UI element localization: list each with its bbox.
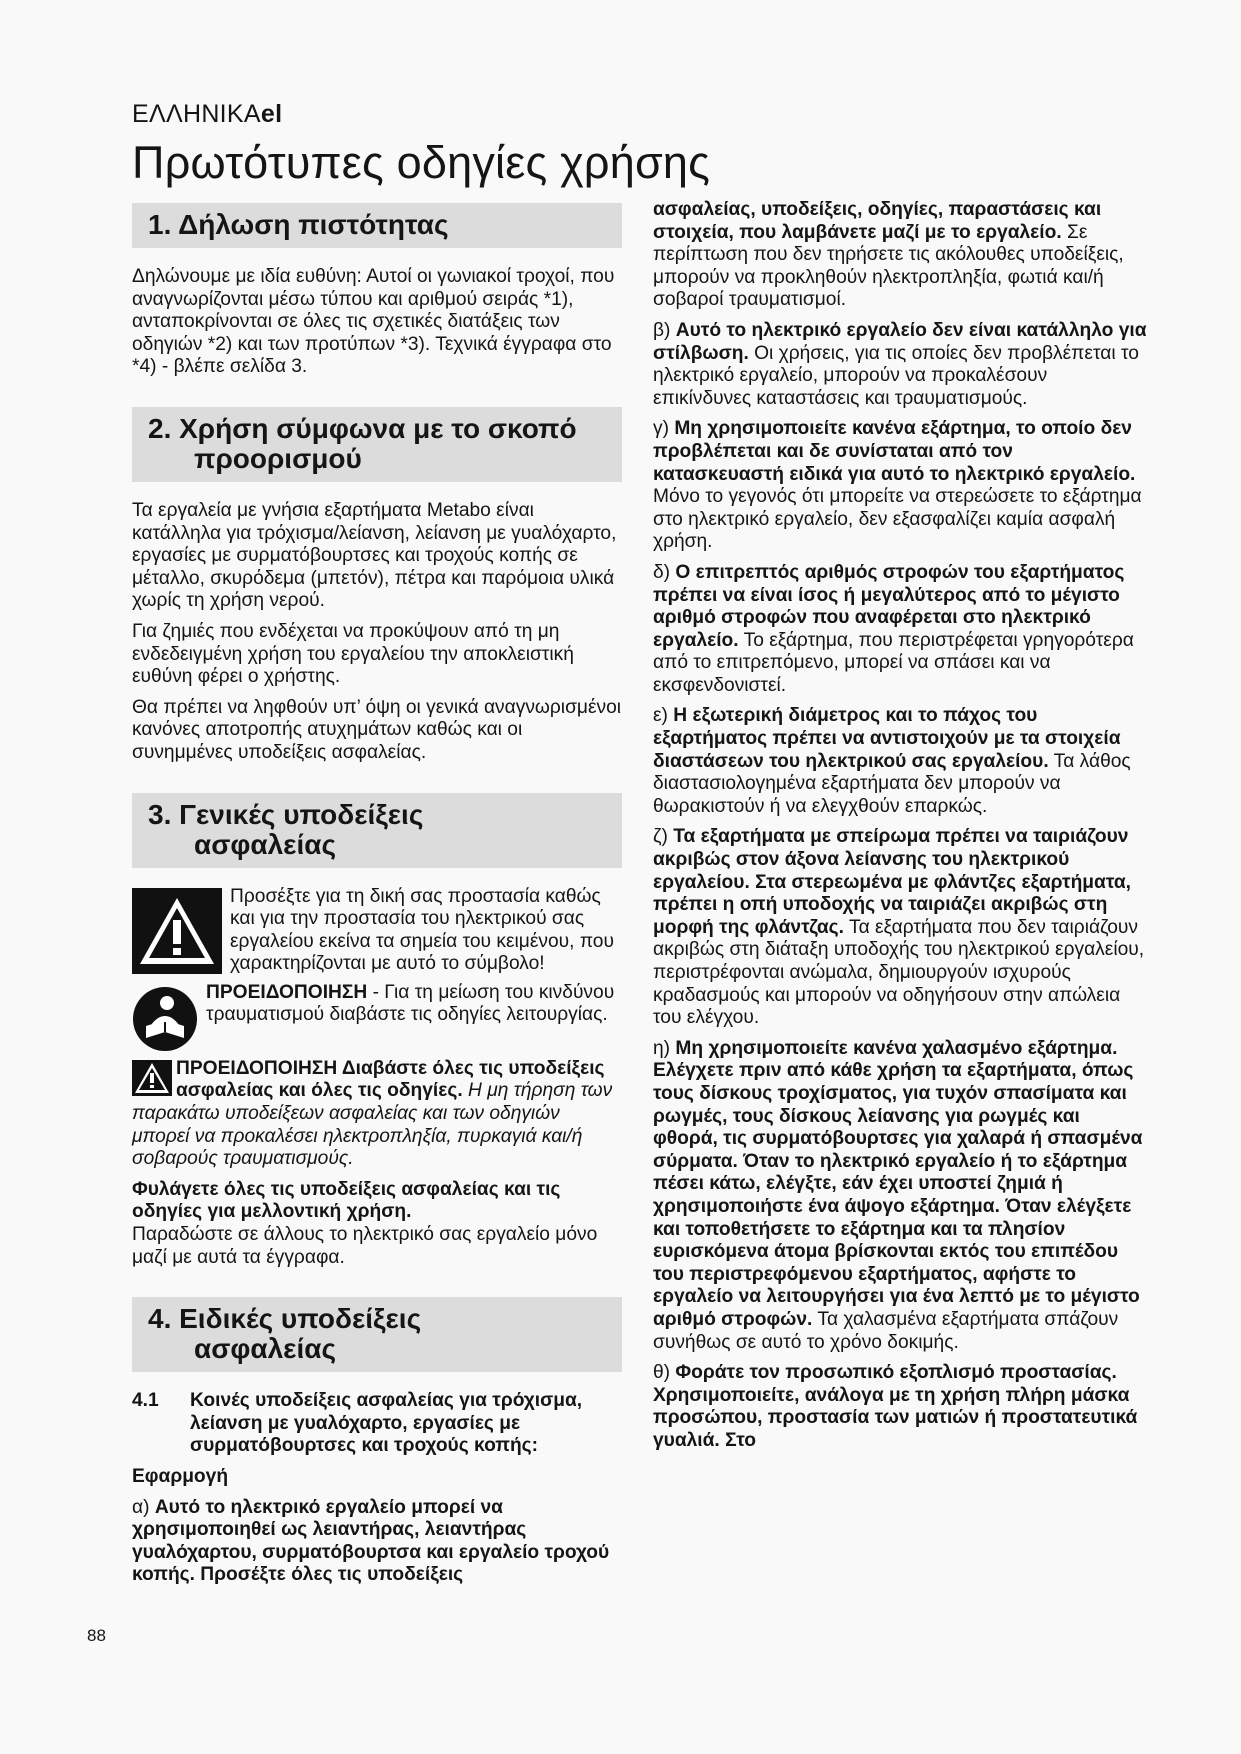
- item-z: ζ) Τα εξαρτήματα με σπείρωμα πρέπει να ταιριάζουν ακριβώς στον άξονα λείανσης του ηλεκτρικού εργαλείου. Στα στερεωμένα με φλάντζες εξαρτήματα, πρέπει η οπή υποδοχής να ταιριάζει ακριβώς στη μορφή της φλάντζας. Τα εξαρτήματα που δεν ταιριάζουν ακριβώς στη διάταξη υποδοχής του ηλεκτρικού εργαλείου, περιστρέφονται ανώμαλα, δημιουργούν ισχυρούς κραδασμούς και μπορούν να οδηγήσουν στην απώλεια του ελέγχου.: [653, 826, 1145, 1029]
- item-b: β) Αυτό το ηλεκτρικό εργαλείο δεν είναι κατάλληλο για στίλβωση. Οι χρήσεις, για τις οποίες δεν προβλέπεται το ηλεκτρικό εργαλείο, μπορούν να προκαλέσουν επικίνδυνες καταστάσεις και τραυματισμούς.: [653, 319, 1147, 409]
- section-1-text: Δηλώνουμε με ιδία ευθύνη: Αυτοί οι γωνιακοί τροχοί, που αναγνωρίζονται μέσω τύπου και αριθμού σειράς *1), ανταποκρίνονται σε όλες τις σχετικές διατάξεις των οδηγιών *2) και των προτύπων *3). Τεχνικά έγγραφα στο *4) - βλέπε σελίδα 3.: [132, 266, 615, 378]
- warning-triangle-icon: [132, 888, 222, 974]
- read-manual-icon: [132, 986, 198, 1052]
- keep-instructions: Φυλάγετε όλες τις υποδείξεις ασφαλείας και τις οδηγίες για μελλοντική χρήση. Παραδώστε σε άλλους το ηλεκτρικό σας εργαλείο μόνο μαζί με αυτά τα έγγραφα.: [132, 1178, 598, 1268]
- item-h: η) Μη χρησιμοποιείτε κανένα χαλασμένο εξάρτημα. Ελέγχετε πριν από κάθε χρήση τα εξαρτήματα, όπως τους δίσκους τροχίσματος, για τυχόν σπασίματα και ρωγμές, τους δίσκους λείανσης για ρωγμές και φθορά, τις συρματόβουρτσες για χαλαρά ή σπασμένα σύρματα. Όταν το ηλεκτρικό εργαλείο ή το εξάρτημα πέσει κάτω, ελέγξτε, εάν έχει υποστεί ζημιά ή χρησιμοποιήστε ένα άψογο εξάρτημα. Όταν ελέγξετε και τοποθετήσετε το εξάρτημα και τα πλησίον ευρισκόμενα άτομα βρίσκονται εκτός του επιπέδου του περιστρεφόμενου εξαρτήματος, αφήστε το εργαλείο να λειτουργήσει για ένα λεπτό με το μέγιστο αριθμό στροφών. Τα χαλασμένα εξαρτήματα σπάζουν συνήθως σε αυτό το χρόνο δοκιμής.: [653, 1037, 1143, 1353]
- page-header: [132, 100, 710, 189]
- item-a-continued: ασφαλείας, υποδείξεις, οδηγίες, παραστάσεις και στοιχεία, που λαμβάνετε μαζί με το εργαλείο. Σε περίπτωση που δεν τηρήσετε τις ακόλουθες υποδείξεις, μπορούν να προκληθούν ηλεκτροπληξία, φωτιά και/ή σοβαροί τραυματισμοί.: [653, 199, 1124, 311]
- read-all-warning: ΠΡΟΕΙΔΟΠΟΙΗΣΗ Διαβάστε όλες τις υποδείξεις ασφαλείας και όλες τις οδηγίες. Η μη τήρηση των παρακάτω υποδείξεων ασφαλείας και των οδηγιών μπορεί να προκαλέσει ηλεκτροπληξία, πυρκαγιά και/ή σοβαρούς τραυματισμούς.: [132, 1057, 613, 1170]
- section-4-heading: 4. Ειδικές υποδείξεις ασφαλείας: [132, 1297, 622, 1372]
- small-warning-icon: [132, 1060, 172, 1096]
- section-2-heading: 2. Χρήση σύμφωνα με το σκοπό προορισμού: [132, 407, 622, 482]
- language-label: ΕΛΛΗΝΙΚΑel: [132, 100, 283, 128]
- page-number: 88: [87, 1626, 106, 1645]
- section-2-paragraph: Θα πρέπει να ληφθούν υπ’ όψη οι γενικά αναγνωρισμένοι κανόνες αποτροπής ατυχημάτων καθώς και οι συνημμένες υποδείξεις ασφαλείας.: [132, 696, 622, 763]
- warning-note: Προσέξτε για τη δική σας προστασία καθώς και για την προστασία του ηλεκτρικού σας εργαλείου εκείνα τα σημεία του κειμένου, που χαρακτηρίζονται με αυτό το σύμβολο!: [132, 886, 622, 976]
- section-2-paragraph: Τα εργαλεία με γνήσια εξαρτήματα Metabo είναι κατάλληλα για τρόχισμα/λείανση, λείανση με γυαλόχαρτο, εργασίες με συρματόβουρτσες και τροχούς κοπής σε μέταλλο, σκυρόδεμα (μπετόν), πέτρα και παρόμοια υλικά χωρίς τη χρήση νερού.: [132, 499, 617, 612]
- item-e: ε) Η εξωτερική διάμετρος και το πάχος του εξαρτήματος πρέπει να αντιστοιχούν με τα στοιχεία διαστάσεων του ηλεκτρικού σας εργαλείου. Τα λάθος διαστασιολογημένα εξαρτήματα δεν μπορούν να θωρακιστούν ή να ελεγχθούν επαρκώς.: [653, 705, 1131, 817]
- item-th: θ) Φοράτε τον προσωπικό εξοπλισμό προστασίας. Χρησιμοποιείτε, ανάλογα με τη χρήση πλήρη μάσκα προσώπου, προστασία των ματιών ή προστατευτικά γυαλιά. Στο: [653, 1362, 1138, 1451]
- item-a: α) Αυτό το ηλεκτρικό εργαλείο μπορεί να χρησιμοποιηθεί ως λειαντήρας, λειαντήρας γυαλόχαρτου, συρματόβουρτσα και εργαλείο τροχού κοπής. Προσέξτε όλες τις υποδείξεις: [132, 1496, 610, 1586]
- right-column: [653, 199, 1148, 1460]
- section-1-heading: 1. Δήλωση πιστότητας: [132, 203, 622, 248]
- item-d: δ) Ο επιτρεπτός αριθμός στροφών του εξαρτήματος πρέπει να είναι ίσος ή μεγαλύτερος από το μέγιστο αριθμό στροφών που αναφέρεται στο ηλεκτρικό εργαλείο. Το εξάρτημα, που περιστρέφεται γρηγορότερα από το επιτρεπόμενο, μπορεί να σπάσει και να εκσφενδονιστεί.: [653, 561, 1134, 696]
- section-3-heading: 3. Γενικές υποδείξεις ασφαλείας: [132, 793, 622, 868]
- section-2-paragraph: Για ζημιές που ενδέχεται να προκύψουν από τη μη ενδεδειγμένη χρήση του εργαλείου την αποκλειστική ευθύνη φέρει ο χρήστης.: [132, 620, 574, 688]
- item-c: γ) Μη χρησιμοποιείτε κανένα εξάρτημα, το οποίο δεν προβλέπεται και δε συνίσταται από τον κατασκευαστή ειδικά για αυτό το ηλεκτρικό εργαλείο. Μόνο το γεγονός ότι μπορείτε να στερεώσετε το εξάρτημα στο ηλεκτρικό εργαλείο, δεν εξασφαλίζει καμία ασφαλή χρήση.: [653, 418, 1142, 553]
- page-title: Πρωτότυπες οδηγίες χρήσης: [132, 137, 711, 188]
- left-column: [132, 203, 622, 1595]
- read-manual-note: ΠΡΟΕΙΔΟΠΟΙΗΣΗ - Για τη μείωση του κινδύνου τραυματισμού διαβάστε τις οδηγίες λειτουργίας.: [132, 982, 622, 1052]
- subsection-4-1-heading: 4.1 Κοινές υποδείξεις ασφαλείας για τρόχισμα, λείανση με γυαλόχαρτο, εργασίες με συρματόβουρτσες και τροχούς κοπής:: [132, 1390, 583, 1457]
- application-heading: Εφαρμογή: [132, 1466, 229, 1487]
